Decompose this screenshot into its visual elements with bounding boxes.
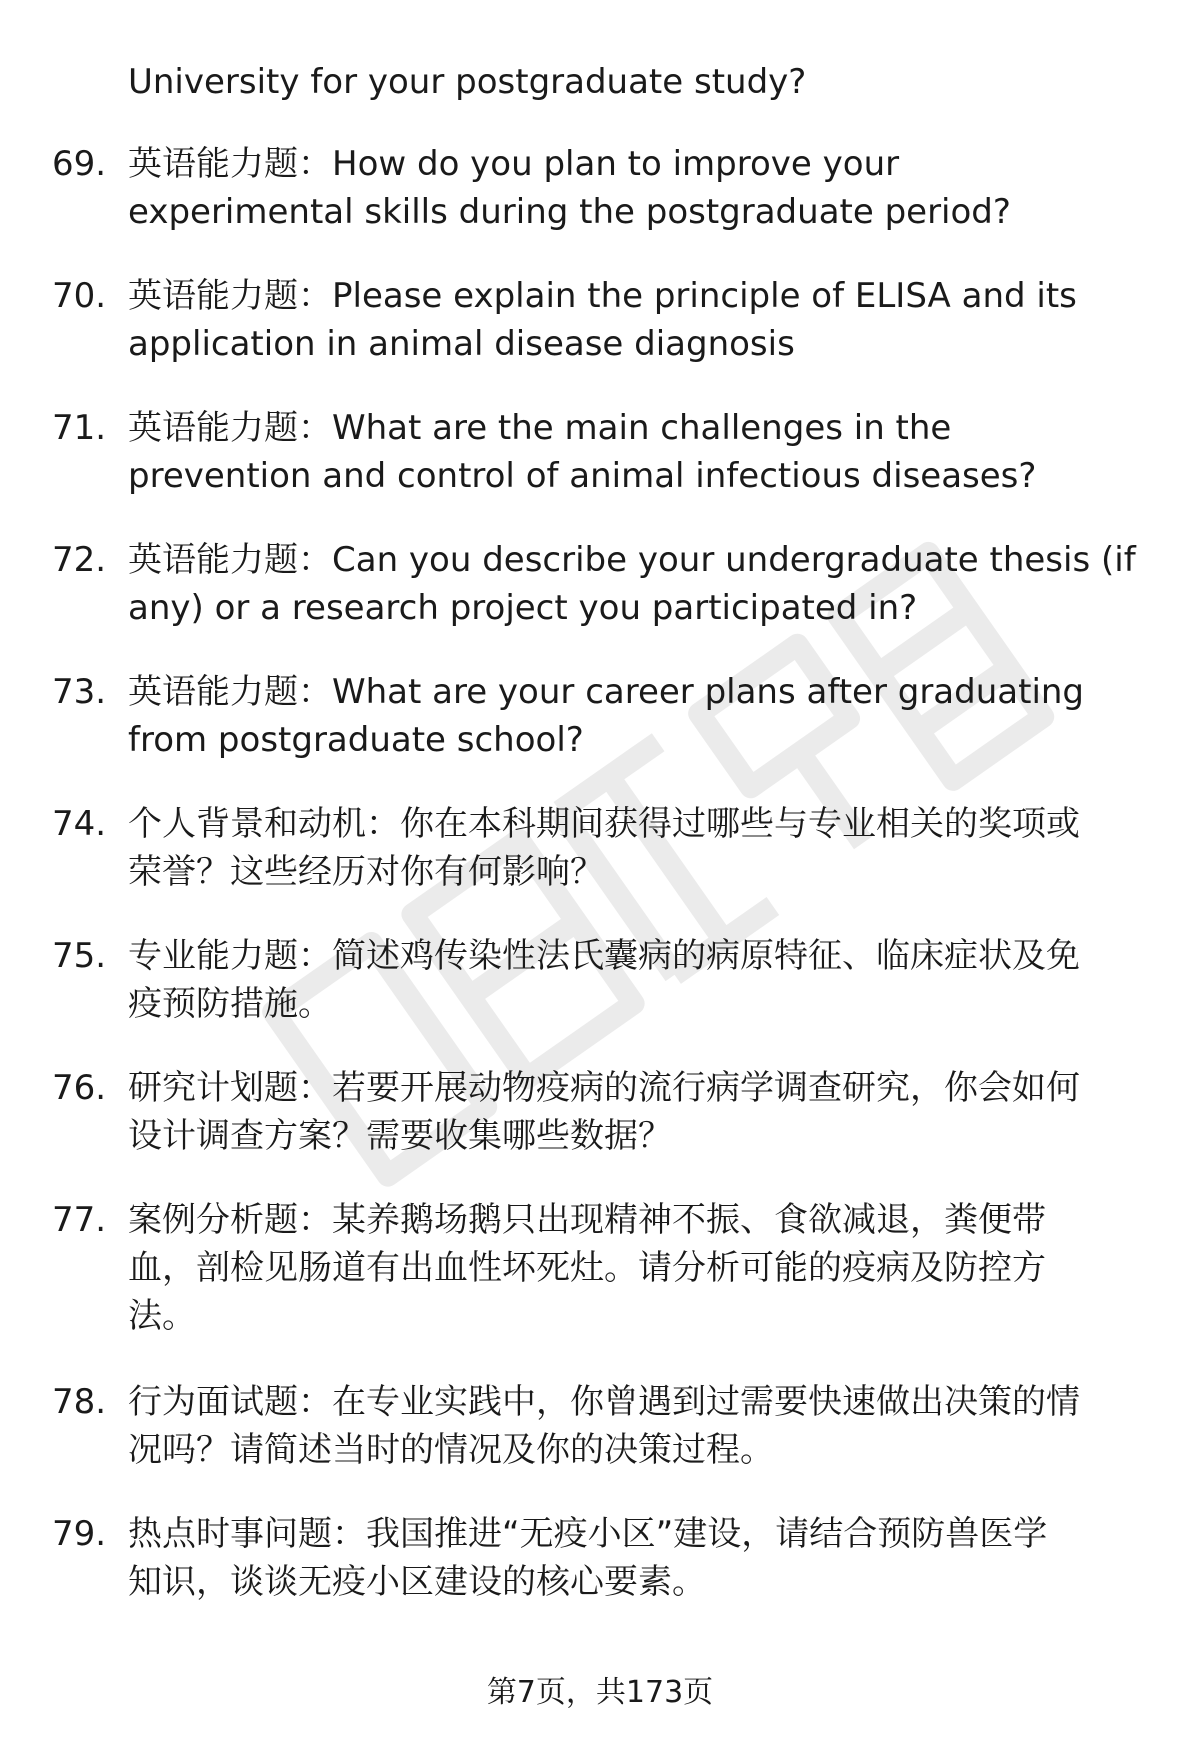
question-text xyxy=(128,272,1158,368)
question-line: 专业能力题：简述鸡传染性法氏囊病的病原特征、临床症状及免 xyxy=(128,936,1080,976)
question-number: 78. xyxy=(52,1382,107,1422)
question-line: any) or a research project you participated in? xyxy=(128,588,918,628)
question-line: 热点时事问题：我国推进“无疫小区”建设，请结合预防兽医学 xyxy=(128,1514,1048,1554)
question-line: 英语能力题：Can you describe your undergraduate thesis (if xyxy=(128,540,1136,580)
question-text xyxy=(128,1510,1158,1606)
question-line: 英语能力题：How do you plan to improve your xyxy=(128,144,900,184)
question-text xyxy=(128,800,1158,896)
question-text xyxy=(128,404,1158,500)
question-line: 英语能力题：What are the main challenges in the xyxy=(128,408,952,448)
question-line: 行为面试题：在专业实践中，你曾遇到过需要快速做出决策的情 xyxy=(128,1382,1080,1422)
continuation-line: University for your postgraduate study? xyxy=(128,62,807,102)
question-number: 77. xyxy=(52,1200,107,1240)
question-line: 个人背景和动机：你在本科期间获得过哪些与专业相关的奖项或 xyxy=(128,804,1080,844)
question-text xyxy=(128,1064,1158,1160)
question-line: 英语能力题：Please explain the principle of ELISA and its xyxy=(128,276,1077,316)
question-text xyxy=(128,536,1158,632)
question-line: 案例分析题：某养鹅场鹅只出现精神不振、食欲减退，粪便带 xyxy=(128,1200,1046,1240)
question-text xyxy=(128,140,1158,236)
question-line: application in animal disease diagnosis xyxy=(128,324,795,364)
question-line: 设计调查方案？需要收集哪些数据？ xyxy=(128,1116,672,1156)
question-number: 74. xyxy=(52,804,107,844)
question-number: 76. xyxy=(52,1068,107,1108)
question-number: 79. xyxy=(52,1514,107,1554)
question-number: 70. xyxy=(52,276,107,316)
question-line: 知识，谈谈无疫小区建设的核心要素。 xyxy=(128,1562,706,1602)
question-line: 法。 xyxy=(128,1296,196,1336)
question-text xyxy=(128,1378,1158,1474)
question-number: 73. xyxy=(52,672,107,712)
question-line: from postgraduate school? xyxy=(128,720,584,760)
question-line: 英语能力题：What are your career plans after graduating xyxy=(128,672,1085,712)
question-text xyxy=(128,932,1158,1028)
question-line: 况吗？请简述当时的情况及你的决策过程。 xyxy=(128,1430,774,1470)
question-number: 72. xyxy=(52,540,107,580)
page-indicator: 第7页，共173页 xyxy=(486,1675,714,1710)
question-line: prevention and control of animal infectious diseases? xyxy=(128,456,1037,496)
question-line: experimental skills during the postgraduate period? xyxy=(128,192,1011,232)
question-number: 69. xyxy=(52,144,107,184)
question-line: 研究计划题：若要开展动物疫病的流行病学调查研究，你会如何 xyxy=(128,1068,1080,1108)
question-line: 血，剖检见肠道有出血性坏死灶。请分析可能的疫病及防控方 xyxy=(128,1248,1046,1288)
question-number: 75. xyxy=(52,936,107,976)
question-line: 疫预防措施。 xyxy=(128,984,332,1024)
question-text xyxy=(128,668,1158,764)
question-number: 71. xyxy=(52,408,107,448)
question-text xyxy=(128,1196,1158,1340)
question-line: 荣誉？这些经历对你有何影响？ xyxy=(128,852,604,892)
